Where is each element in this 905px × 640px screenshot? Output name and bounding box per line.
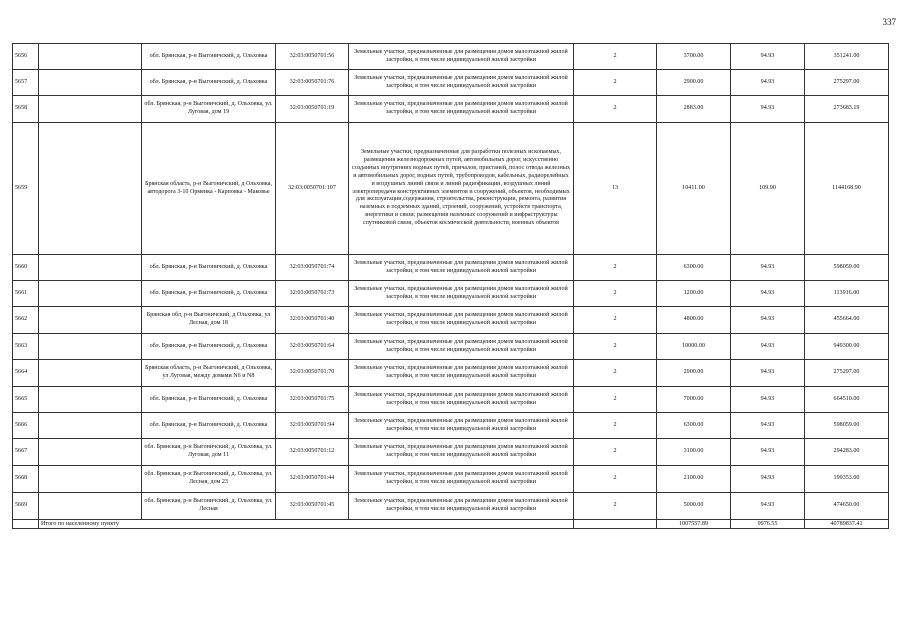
blank-cell — [39, 307, 142, 334]
table-row — [13, 493, 889, 520]
area-cell: 1200.00 — [657, 281, 731, 307]
row-number: 5659 — [13, 123, 39, 255]
table-row — [13, 255, 889, 281]
table-row — [13, 466, 889, 493]
cadastral-number-cell: 32:03:0050701:70 — [276, 360, 349, 387]
area-cell: 2100.00 — [657, 466, 731, 493]
blank-cell — [39, 123, 142, 255]
row-number: 5660 — [13, 255, 39, 281]
rate-cell: 109.90 — [731, 123, 805, 255]
area-cell: 7000.00 — [657, 387, 731, 413]
area-cell: 10000.00 — [657, 334, 731, 360]
area-cell: 2900.00 — [657, 70, 731, 96]
cadastral-number-cell: 32:03:0050701:73 — [276, 281, 349, 307]
cadastral-cost-cell: 113916.00 — [805, 281, 889, 307]
table-row — [13, 360, 889, 387]
cadastral-cost-cell: 598059.00 — [805, 413, 889, 439]
area-cell: 6300.00 — [657, 255, 731, 281]
address-cell: обл. Брянская, р-н Выгоничский, д. Ольховка — [142, 281, 276, 307]
cadastral-number-cell: 32:03:0050701:40 — [276, 307, 349, 334]
blank-cell — [39, 96, 142, 123]
cadastral-cost-cell: 1144168.90 — [805, 123, 889, 255]
cadastral-cost-cell: 598059.00 — [805, 255, 889, 281]
blank-cell — [39, 255, 142, 281]
cadastral-cost-cell: 351241.00 — [805, 44, 889, 70]
row-number: 5665 — [13, 387, 39, 413]
rate-cell: 94.93 — [731, 307, 805, 334]
address-cell: Брянская обл, р-н Выгоничский, д Ольховка, ул Лесная, дом 18 — [142, 307, 276, 334]
cadastral-cost-cell: 199353.00 — [805, 466, 889, 493]
cadastral-number-cell: 32:03:0050701:94 — [276, 413, 349, 439]
blank-cell — [39, 387, 142, 413]
rate-cell: 94.93 — [731, 44, 805, 70]
cadastral-number-cell: 32:03:0050701:76 — [276, 70, 349, 96]
cadastral-cost-cell: 949300.00 — [805, 334, 889, 360]
land-use-cell: Земельные участки, предназначенные для размещения домов малоэтажной жилой застройки, в том числе индивидуальной жилой застройки — [349, 360, 574, 387]
cadastral-cost-cell: 275297.00 — [805, 360, 889, 387]
group-cell: 2 — [574, 493, 657, 520]
total-row — [13, 520, 889, 529]
blank-cell — [39, 439, 142, 466]
rate-cell: 94.93 — [731, 255, 805, 281]
address-cell: обл. Брянская, р-н Выгоничский, д. Ольховка — [142, 413, 276, 439]
total-cost: 40789837.41 — [805, 520, 889, 529]
blank-cell — [574, 520, 657, 529]
group-cell: 2 — [574, 281, 657, 307]
group-cell: 2 — [574, 334, 657, 360]
group-cell: 2 — [574, 255, 657, 281]
rate-cell: 94.93 — [731, 466, 805, 493]
group-cell: 2 — [574, 96, 657, 123]
row-number: 5668 — [13, 466, 39, 493]
table-row — [13, 307, 889, 334]
address-cell: обл. Брянская, р-н Выгоничский, д. Ольховка, ул. Лесная, дом 23 — [142, 466, 276, 493]
address-cell: обл. Брянская, р-н Выгоничский, д. Ольховка, ул. Луговая, дом 19 — [142, 96, 276, 123]
rate-cell: 94.93 — [731, 96, 805, 123]
address-cell: обл. Брянская, р-н Выгоничский, д. Ольховка, ул. Лесная — [142, 493, 276, 520]
blank-cell — [39, 493, 142, 520]
area-cell: 4800.00 — [657, 307, 731, 334]
blank-cell — [13, 520, 39, 529]
blank-cell — [39, 70, 142, 96]
address-cell: обл. Брянская, р-н Выгоничский, д. Ольховка — [142, 334, 276, 360]
cadastral-number-cell: 32:03:0050701:107 — [276, 123, 349, 255]
table-body — [13, 44, 889, 529]
blank-cell — [39, 413, 142, 439]
cadastral-number-cell: 32:03:0050701:44 — [276, 466, 349, 493]
cadastral-number-cell: 32:03:0050701:75 — [276, 387, 349, 413]
cadastral-cost-cell: 664510.00 — [805, 387, 889, 413]
row-number: 5663 — [13, 334, 39, 360]
area-cell: 6300.00 — [657, 413, 731, 439]
rate-cell: 94.93 — [731, 413, 805, 439]
cadastral-number-cell: 32:03:0050701:12 — [276, 439, 349, 466]
row-number: 5656 — [13, 44, 39, 70]
land-use-cell: Земельные участки, предназначенные для размещения домов малоэтажной жилой застройки, в том числе индивидуальной жилой застройки — [349, 44, 574, 70]
cadastral-number-cell: 32:03:0050701:56 — [276, 44, 349, 70]
blank-cell — [39, 281, 142, 307]
row-number: 5664 — [13, 360, 39, 387]
cadastral-number-cell: 32:03:0050701:74 — [276, 255, 349, 281]
rate-cell: 94.93 — [731, 387, 805, 413]
group-cell: 13 — [574, 123, 657, 255]
group-cell: 2 — [574, 387, 657, 413]
group-cell: 2 — [574, 70, 657, 96]
cadastral-cost-cell: 474650.00 — [805, 493, 889, 520]
group-cell: 2 — [574, 44, 657, 70]
land-use-cell: Земельные участки, предназначенные для размещения домов малоэтажной жилой застройки, в том числе индивидуальной жилой застройки — [349, 439, 574, 466]
area-cell: 2900.00 — [657, 360, 731, 387]
land-use-cell: Земельные участки, предназначенные для размещения домов малоэтажной жилой застройки, в том числе индивидуальной жилой застройки — [349, 96, 574, 123]
group-cell: 2 — [574, 307, 657, 334]
blank-cell — [39, 360, 142, 387]
row-number: 5658 — [13, 96, 39, 123]
row-number: 5667 — [13, 439, 39, 466]
table-row — [13, 413, 889, 439]
address-cell: обл. Брянская, р-н Выгоничский, д. Ольховка, ул. Луговая, дом 11 — [142, 439, 276, 466]
total-label: Итого по населенному пункту — [39, 520, 574, 529]
land-use-cell: Земельные участки, предназначенные для размещения домов малоэтажной жилой застройки, в том числе индивидуальной жилой застройки — [349, 255, 574, 281]
blank-cell — [39, 466, 142, 493]
page-number: 337 — [882, 17, 896, 27]
cadastral-number-cell: 32:03:0050701:45 — [276, 493, 349, 520]
group-cell: 2 — [574, 360, 657, 387]
land-use-cell: Земельные участки, предназначенные для размещения домов малоэтажной жилой застройки, в том числе индивидуальной жилой застройки — [349, 307, 574, 334]
row-number: 5657 — [13, 70, 39, 96]
land-use-cell: Земельные участки, предназначенные для размещения домов малоэтажной жилой застройки, в том числе индивидуальной жилой застройки — [349, 334, 574, 360]
total-area: 1007557.89 — [657, 520, 731, 529]
address-cell: Брянская область, р-н Выгоничский, д Ольховка, автодорога 3-10 Орменка - Карповка - Маковье — [142, 123, 276, 255]
table-row — [13, 70, 889, 96]
blank-cell — [39, 44, 142, 70]
land-use-cell: Земельные участки, предназначенные для размещения домов малоэтажной жилой застройки, в том числе индивидуальной жилой застройки — [349, 281, 574, 307]
table-row — [13, 387, 889, 413]
rate-cell: 94.93 — [731, 360, 805, 387]
cadastral-number-cell: 32:03:0050701:64 — [276, 334, 349, 360]
cadastral-cost-cell: 455664.00 — [805, 307, 889, 334]
total-rate: 9976.55 — [731, 520, 805, 529]
rate-cell: 94.93 — [731, 334, 805, 360]
table-row — [13, 439, 889, 466]
blank-cell — [39, 334, 142, 360]
land-use-cell: Земельные участки, предназначенные для размещения домов малоэтажной жилой застройки, в том числе индивидуальной жилой застройки — [349, 493, 574, 520]
land-use-cell: Земельные участки, предназначенные для размещения домов малоэтажной жилой застройки, в том числе индивидуальной жилой застройки — [349, 466, 574, 493]
land-use-cell: Земельные участки, предназначенные для размещения домов малоэтажной жилой застройки, в том числе индивидуальной жилой застройки — [349, 413, 574, 439]
group-cell: 2 — [574, 439, 657, 466]
cadastral-number-cell: 32:03:0050701:19 — [276, 96, 349, 123]
rate-cell: 94.93 — [731, 281, 805, 307]
address-cell: Брянская область, р-н Выгоничский, д Ольховка, ул Луговая, между домами N6 и N8 — [142, 360, 276, 387]
table-row — [13, 281, 889, 307]
row-number: 5661 — [13, 281, 39, 307]
row-number: 5662 — [13, 307, 39, 334]
land-use-cell: Земельные участки, предназначенные для размещения домов малоэтажной жилой застройки, в том числе индивидуальной жилой застройки — [349, 70, 574, 96]
table-row — [13, 44, 889, 70]
row-number: 5669 — [13, 493, 39, 520]
row-number: 5666 — [13, 413, 39, 439]
table-row — [13, 96, 889, 123]
rate-cell: 94.93 — [731, 439, 805, 466]
table-row — [13, 334, 889, 360]
cadastral-cost-cell: 273683.19 — [805, 96, 889, 123]
rate-cell: 94.93 — [731, 70, 805, 96]
table-row — [13, 123, 889, 255]
area-cell: 5000.00 — [657, 493, 731, 520]
group-cell: 2 — [574, 466, 657, 493]
rate-cell: 94.93 — [731, 493, 805, 520]
land-use-cell: Земельные участки, предназначенные для размещения домов малоэтажной жилой застройки, в том числе индивидуальной жилой застройки — [349, 387, 574, 413]
group-cell: 2 — [574, 413, 657, 439]
address-cell: обл. Брянская, р-н Выгоничский, д. Ольховка — [142, 255, 276, 281]
address-cell: обл. Брянская, р-н Выгоничский, д. Ольховка — [142, 387, 276, 413]
land-use-cell: Земельные участки, предназначенные для разработки полезных ископаемых, размещения железнодорожных путей, автомобильных дорог, искусственно созданных внутренних водных путей, причалов, пристаней, полос отвода железных и автомобильных дорог, водных путей, трубопроводов, кабельных, радиорелейных и воздушных линий связи и линий радиофикации, воздушных линий электропередачи конструктивных элементов и сооружений, объектов, необходимых для эксплуатации,содержания, строительства, реконструкции, ремонта, развития наземных и подземных зданий, строений, сооружений, устройств транспорта, энергетики и связи; размещения наземных сооружений и инфраструктуры спутниковой связи, объектов космической деятельности, военных объектов — [349, 123, 574, 255]
address-cell: обл. Брянская, р-н Выгоничский, д. Ольховка — [142, 70, 276, 96]
cadastral-cost-cell: 275297.00 — [805, 70, 889, 96]
area-cell: 2883.00 — [657, 96, 731, 123]
area-cell: 10411.00 — [657, 123, 731, 255]
cadastral-cost-cell: 294283.00 — [805, 439, 889, 466]
address-cell: обл. Брянская, р-н Выгоничский, д. Ольховка — [142, 44, 276, 70]
land-registry-table — [12, 43, 889, 529]
area-cell: 3100.00 — [657, 439, 731, 466]
area-cell: 3700.00 — [657, 44, 731, 70]
